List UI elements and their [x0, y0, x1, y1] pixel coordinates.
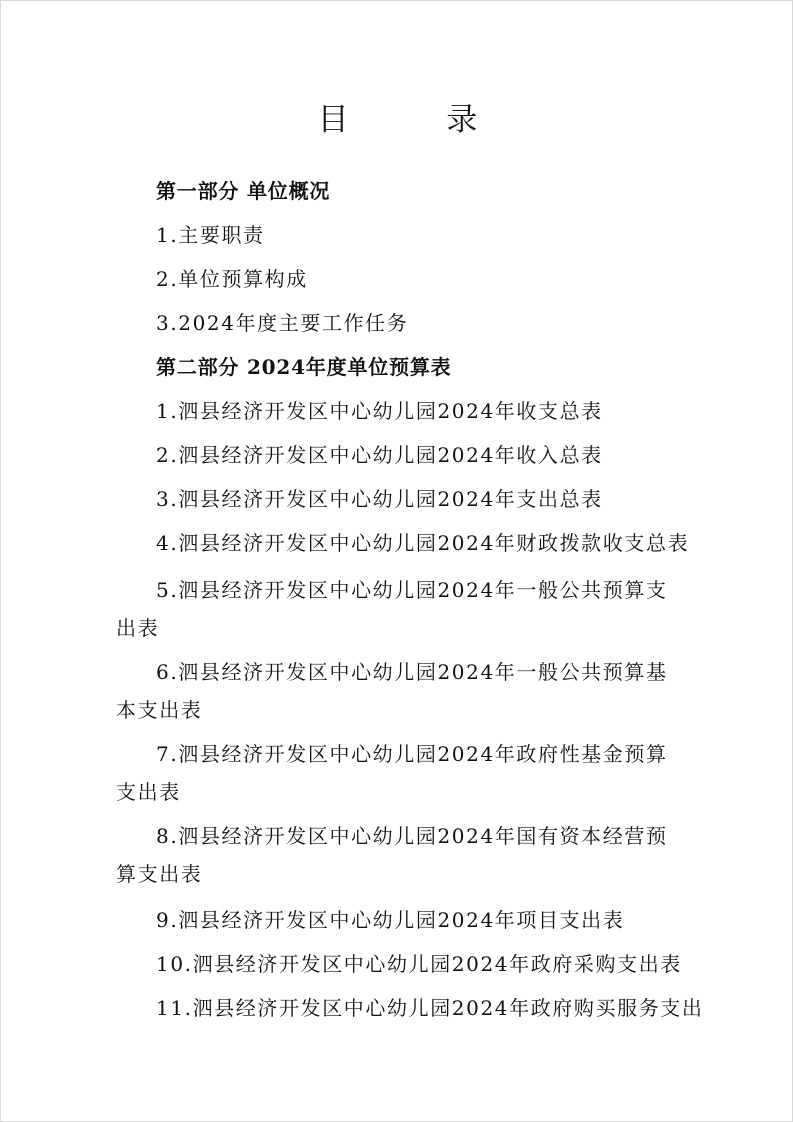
toc-item: 2.泗县经济开发区中心幼儿园2024年收入总表	[156, 443, 603, 467]
table-of-contents	[116, 169, 704, 1030]
toc-section-heading: 第二部分 2024年度单位预算表	[156, 355, 452, 379]
toc-item: 4.泗县经济开发区中心幼儿园2024年财政拨款收支总表	[156, 531, 690, 555]
toc-section-heading: 第一部分 单位概况	[156, 179, 331, 203]
toc-item: 3.2024年度主要工作任务	[156, 311, 409, 335]
toc-item: 11.泗县经济开发区中心幼儿园2024年政府购买服务支出	[156, 996, 704, 1020]
toc-item: 3.泗县经济开发区中心幼儿园2024年支出总表	[156, 487, 603, 511]
toc-item: 10.泗县经济开发区中心幼儿园2024年政府采购支出表	[156, 952, 682, 976]
toc-item: 8.泗县经济开发区中心幼儿园2024年国有资本经营预算支出表	[116, 824, 668, 886]
toc-item: 7.泗县经济开发区中心幼儿园2024年政府性基金预算支出表	[116, 742, 668, 804]
toc-item: 2.单位预算构成	[156, 267, 308, 291]
toc-item: 9.泗县经济开发区中心幼儿园2024年项目支出表	[156, 908, 625, 932]
toc-item: 5.泗县经济开发区中心幼儿园2024年一般公共预算支出表	[116, 578, 668, 640]
toc-item: 6.泗县经济开发区中心幼儿园2024年一般公共预算基本支出表	[116, 660, 668, 722]
toc-item: 1.泗县经济开发区中心幼儿园2024年收支总表	[156, 399, 603, 423]
toc-item: 1.主要职责	[156, 223, 265, 247]
page-title: 目 录	[317, 102, 522, 138]
